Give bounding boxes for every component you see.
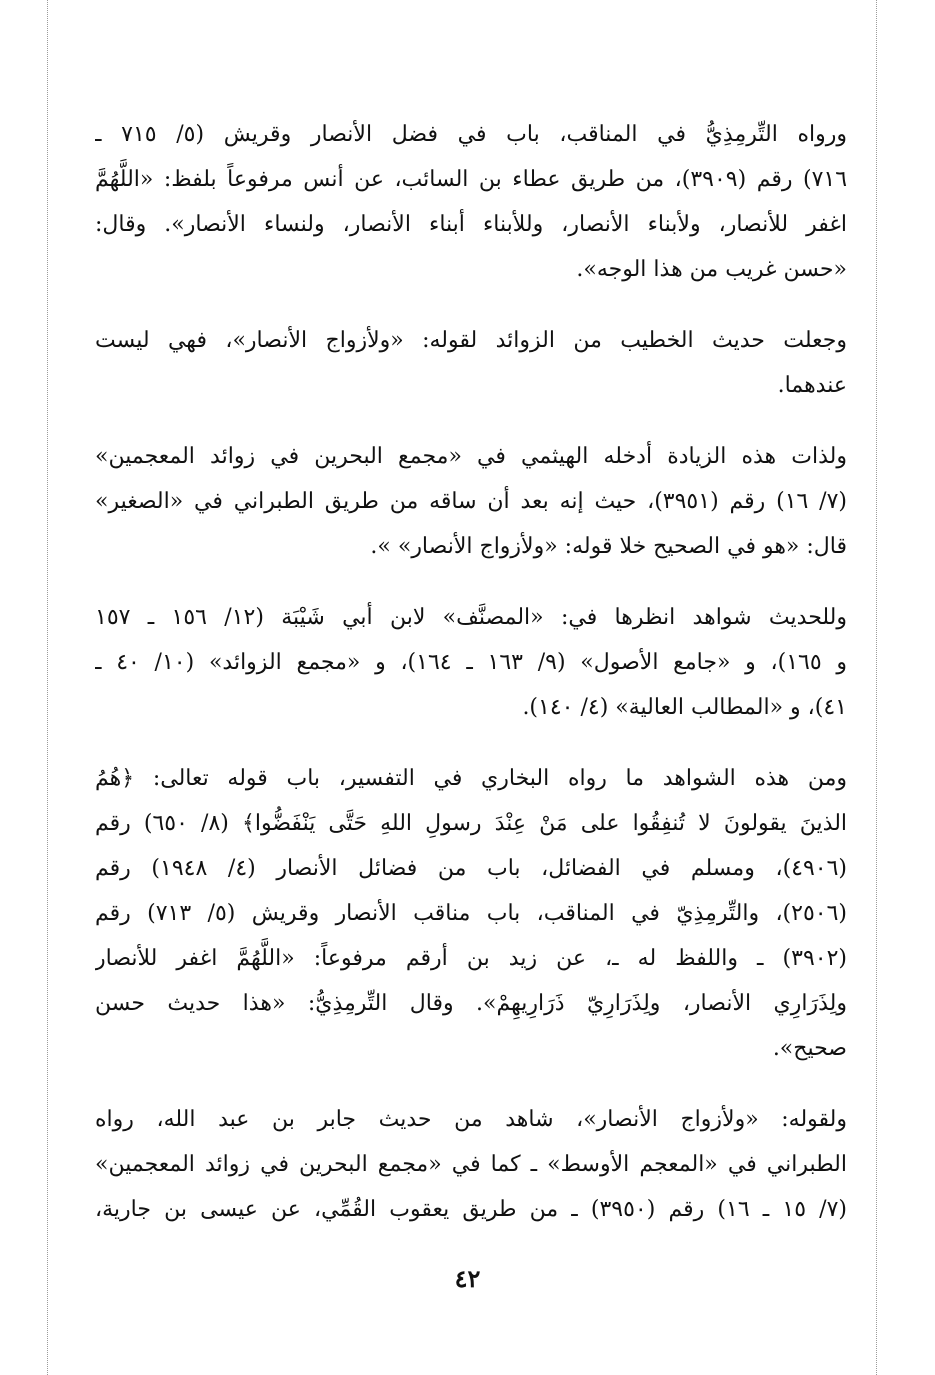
paragraph-3: [95, 434, 847, 569]
text-line: الذينَ يقولونَ لا تُنفِقُوا على مَنْ عِنْدَ رسولِ اللهِ حَتَّى يَنْفَضُّوا﴾ (٨/ ٦٥٠) رقم: [95, 811, 847, 836]
text-line: (٢٥٠٦)، والتِّرمِذِيّ في المناقب، باب مناقب الأنصار وقريش (٥/ ٧١٣) رقم: [95, 901, 847, 926]
text-line: ولقوله: «ولأزواج الأنصار»، شاهد من حديث جابر بن عبد الله، رواه: [95, 1107, 847, 1132]
text-line: الطبراني في «المعجم الأوسط» ـ كما في «مجمع البحرين في زوائد المعجمين»: [95, 1152, 847, 1177]
text-line: (٧/ ١٦) رقم (٣٩٥١)، حيث إنه بعد أن ساقه من طريق الطبراني في «الصغير»: [95, 489, 847, 514]
text-line: اغفر للأنصار، ولأبناء الأنصار، وللأبناء أبناء الأنصار، ولنساء الأنصار». وقال:: [95, 212, 847, 237]
text-line: ولذات هذه الزيادة أدخله الهيثمي في «مجمع البحرين في زوائد المعجمين»: [95, 444, 847, 469]
text-line: قال: «هو في الصحيح خلا قوله: «ولأزواج الأنصار» ».: [370, 534, 847, 559]
paragraph-6: [95, 1097, 847, 1232]
text-line: (٤٩٠٦)، ومسلم في الفضائل، باب من فضائل الأنصار (٤/ ١٩٤٨) رقم: [95, 856, 847, 881]
page-body: [95, 112, 847, 1258]
text-line: (٧/ ١٥ ـ ١٦) رقم (٣٩٥٠) ـ من طريق يعقوب القُمِّي، عن عيسى بن جارية،: [95, 1197, 847, 1222]
paragraph-1: [95, 112, 847, 292]
text-line: ورواه التِّرمِذِيُّ في المناقب، باب في فضل الأنصار وقريش (٥/ ٧١٥ ـ: [95, 122, 847, 147]
page-edge-right: [876, 0, 877, 1375]
text-line: عندهما.: [777, 373, 847, 398]
text-line: و ١٦٥)، و «جامع الأصول» (٩/ ١٦٣ ـ ١٦٤)، و «مجمع الزوائد» (١٠/ ٤٠ ـ: [95, 650, 847, 675]
text-line: ٤١)، و «المطالب العالية» (٤/ ١٤٠).: [522, 695, 847, 720]
paragraph-4: [95, 595, 847, 730]
text-line: ولِذَرَارِي الأنصار، ولِذَرَارِيّ ذَرَارِيهِمْ». وقال التِّرمِذِيُّ: «هذا حديث حسن: [95, 991, 847, 1016]
text-line: ٧١٦) رقم (٣٩٠٩)، من طريق عطاء بن السائب، عن أنس مرفوعاً بلفظ: «اللَّهُمَّ: [95, 167, 847, 192]
page-number: ٤٢: [454, 1264, 481, 1293]
text-line: ومن هذه الشواهد ما رواه البخاري في التفسير، باب قوله تعالى: ﴿هُمُ: [95, 766, 847, 791]
paragraph-2: [95, 318, 847, 408]
page-edge-left: [47, 0, 48, 1375]
text-line: وجعلت حديث الخطيب من الزوائد لقوله: «ولأزواج الأنصار»، فهي ليست: [95, 328, 847, 353]
text-line: صحيح».: [772, 1036, 847, 1061]
paragraph-5: [95, 756, 847, 1071]
text-line: «حسن غريب من هذا الوجه».: [576, 257, 847, 282]
text-line: (٣٩٠٢) ـ واللفظ له ـ، عن زيد بن أرقم مرفوعاً: «اللَّهُمَّ اغفر للأنصار: [95, 946, 847, 971]
text-line: وللحديث شواهد انظرها في: «المصنَّف» لابن أبي شَيْبَة (١٢/ ١٥٦ ـ ١٥٧: [95, 605, 847, 630]
